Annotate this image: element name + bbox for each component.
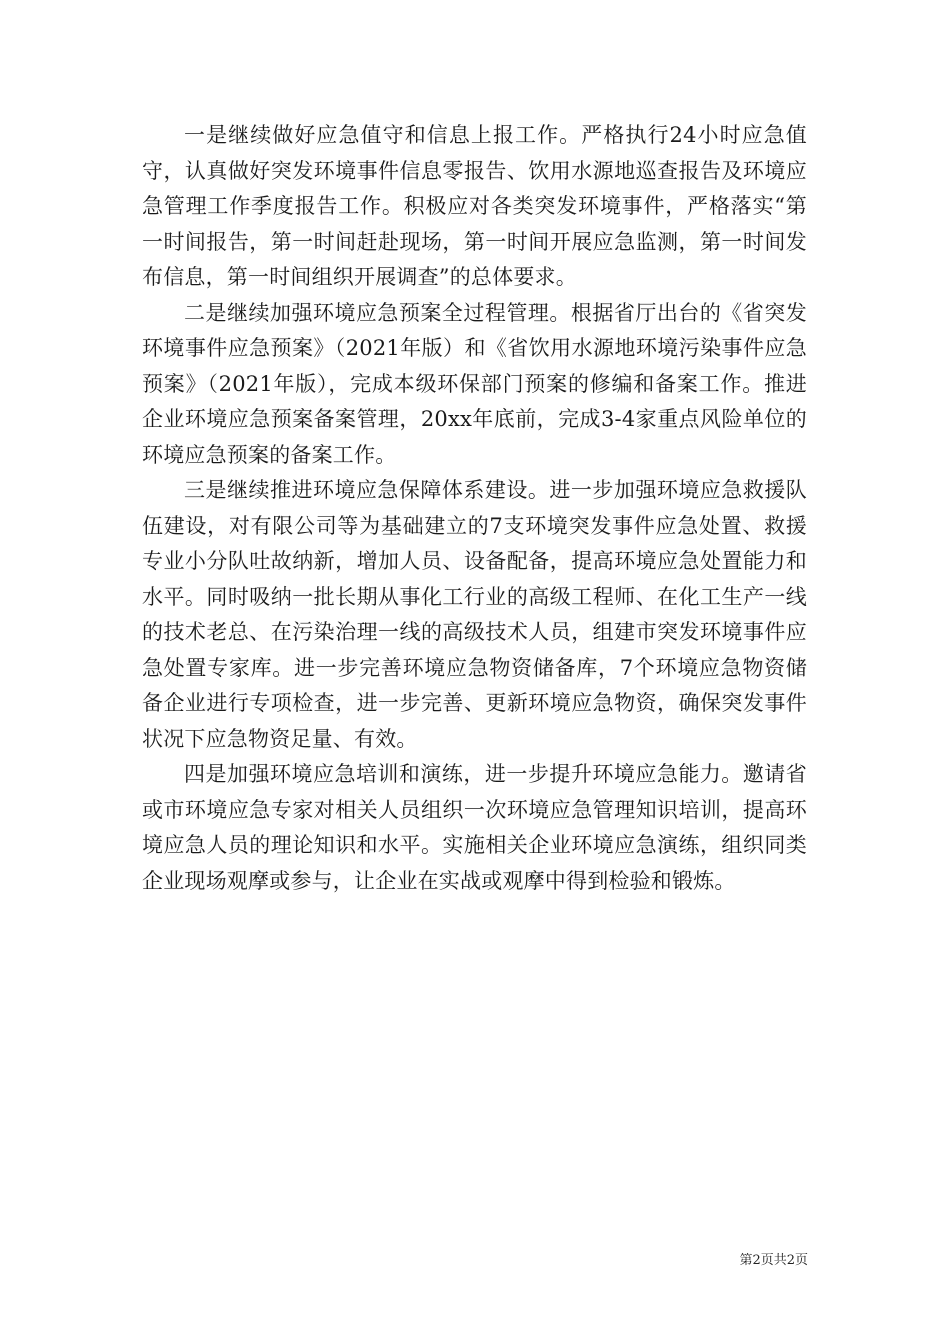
- paragraph-emergency-duty: 一是继续做好应急值守和信息上报工作。严格执行24小时应急值守，认真做好突发环境事件信息零报告、饮用水源地巡查报告及环境应急管理工作季度报告工作。积极应对各类突发环境事件，严格落实“第一时间报告，第一时间赶赴现场，第一时间开展应急监测，第一时间发布信息，第一时间组织开展调查”的总体要求。: [142, 123, 807, 289]
- document-body: [142, 118, 807, 899]
- paragraph-contingency-plan: 二是继续加强环境应急预案全过程管理。根据省厅出台的《省突发环境事件应急预案》（2021年版）和《省饮用水源地环境污染事件应急预案》（2021年版），完成本级环保部门预案的修编和备案工作。推进企业环境应急预案备案管理，20xx年底前，完成3-4家重点风险单位的环境应急预案的备案工作。: [142, 300, 807, 467]
- page-number: 第2页共2页: [739, 1253, 808, 1268]
- paragraph-training-drills: 四是加强环境应急培训和演练，进一步提升环境应急能力。邀请省或市环境应急专家对相关人员组织一次环境应急管理知识培训，提高环境应急人员的理论知识和水平。实施相关企业环境应急演练，组织同类企业现场观摩或参与，让企业在实战或观摩中得到检验和锻炼。: [142, 762, 807, 893]
- paragraph-support-system: 三是继续推进环境应急保障体系建设。进一步加强环境应急救援队伍建设，对有限公司等为基础建立的7支环境突发事件应急处置、救援专业小分队吐故纳新，增加人员、设备配备，提高环境应急处置能力和水平。同时吸纳一批长期从事化工行业的高级工程师、在化工生产一线的技术老总、在污染治理一线的高级技术人员，组建市突发环境事件应急处置专家库。进一步完善环境应急物资储备库，7个环境应急物资储备企业进行专项检查，进一步完善、更新环境应急物资，确保突发事件状况下应急物资足量、有效。: [142, 478, 807, 751]
